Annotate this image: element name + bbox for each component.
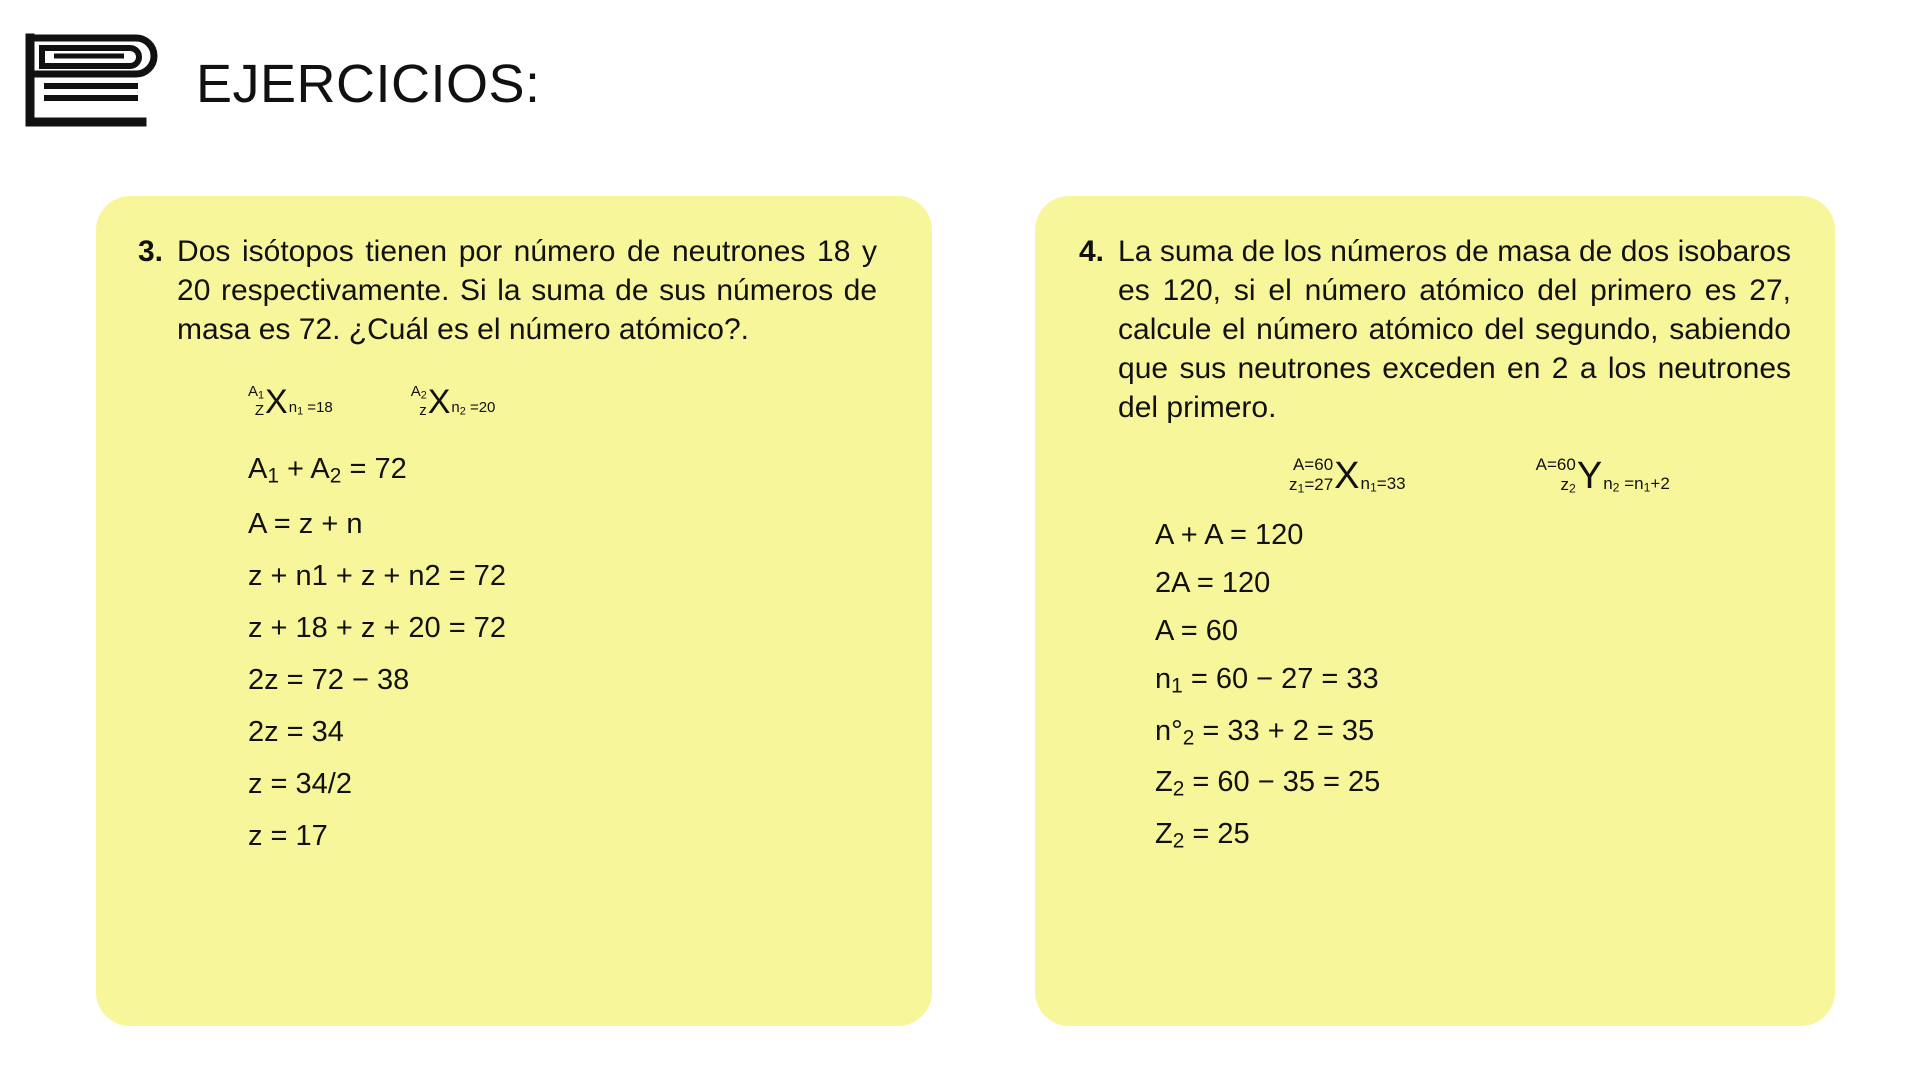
- nuclide-3-mass: A=60: [1292, 455, 1334, 474]
- solution-line: 2z = 72 − 38: [248, 664, 410, 697]
- nuclide-2: [411, 383, 496, 421]
- exercise-card-3: [96, 196, 932, 1026]
- solution-line: $n^\circ_2 = 33 + 2 = 35$: [1155, 714, 1375, 750]
- nuclide-notation-group-3: [138, 383, 884, 421]
- problem-text-4: La suma de los números de masa de dos isobaros es 120, si el número atómico del primero es 27, calcule el número atómico del segundo, sabiendo que sus neutrones exceden en 2 a los neutrones del primero.: [1118, 235, 1791, 424]
- nuclide-4-symbol: Y: [1576, 455, 1603, 498]
- nuclide-4: [1536, 455, 1670, 497]
- slide-header: [18, 28, 541, 140]
- solution-line: A + A = 120: [1155, 519, 1304, 552]
- solution-line: A = 60: [1155, 615, 1239, 648]
- solution-line: z = 17: [248, 820, 328, 853]
- solution-steps-3: [138, 455, 884, 851]
- solution-line: A = z + n: [248, 508, 363, 541]
- page-title: EJERCICIOS:: [196, 54, 541, 114]
- nuclide-3: [1289, 455, 1406, 497]
- nuclide-3-symbol: X: [1334, 455, 1360, 498]
- nuclide-4-atomic: $z_2$: [1560, 474, 1576, 496]
- nuclide-1-mass: $A_1$: [248, 383, 265, 402]
- nuclide-2-atomic: z: [419, 401, 427, 419]
- nuclide-1-atomic: Z: [254, 401, 265, 419]
- solution-line: z + n1 + z + n2 = 72: [248, 560, 506, 593]
- solution-line: 2z = 34: [248, 716, 344, 749]
- nuclide-4-neutrons: $n_2 =n_1+2$: [1603, 473, 1670, 495]
- problem-number-3: 3.: [138, 235, 164, 268]
- solution-line: $Z_2 = 60 - 35 = 25$: [1155, 766, 1381, 801]
- solution-line: $n_1 = 60 - 27 = 33$: [1155, 663, 1379, 698]
- solution-line: 2A = 120: [1155, 567, 1271, 600]
- nuclide-notation-group-4: [1079, 455, 1791, 497]
- solution-steps-4: [1079, 521, 1791, 852]
- solution-line: z + 18 + z + 20 = 72: [248, 612, 506, 645]
- nuclide-1-neutrons: $n_1 =18$: [288, 399, 333, 418]
- nuclide-1-symbol: X: [265, 383, 288, 422]
- nuclide-2-symbol: X: [427, 383, 451, 422]
- nuclide-4-mass: A=60: [1535, 455, 1576, 474]
- problem-number-4: 4.: [1079, 235, 1105, 268]
- solution-line: z = 34/2: [248, 768, 352, 801]
- nuclide-2-neutrons: $n_2 =20$: [451, 399, 496, 418]
- nuclide-1: [248, 383, 333, 421]
- problem-statement-4: [1079, 232, 1791, 427]
- problem-text-3: Dos isótopos tienen por número de neutrones 18 y 20 respectivamente. Si la suma de sus números de masa es 72. ¿Cuál es el número atómico?.: [177, 235, 878, 346]
- book-logo-icon: [18, 28, 158, 140]
- exercise-card-4: [1035, 196, 1835, 1026]
- nuclide-2-mass: $A_2$: [410, 383, 427, 402]
- nuclide-3-neutrons: $n_1=33$: [1360, 473, 1406, 495]
- nuclide-3-atomic: $z_1=27$: [1289, 474, 1334, 496]
- problem-statement-3: [138, 232, 884, 349]
- solution-line: $Z_2 = 25$: [1155, 817, 1250, 853]
- solution-line: $A_1 + A_2 = 72$: [248, 453, 407, 488]
